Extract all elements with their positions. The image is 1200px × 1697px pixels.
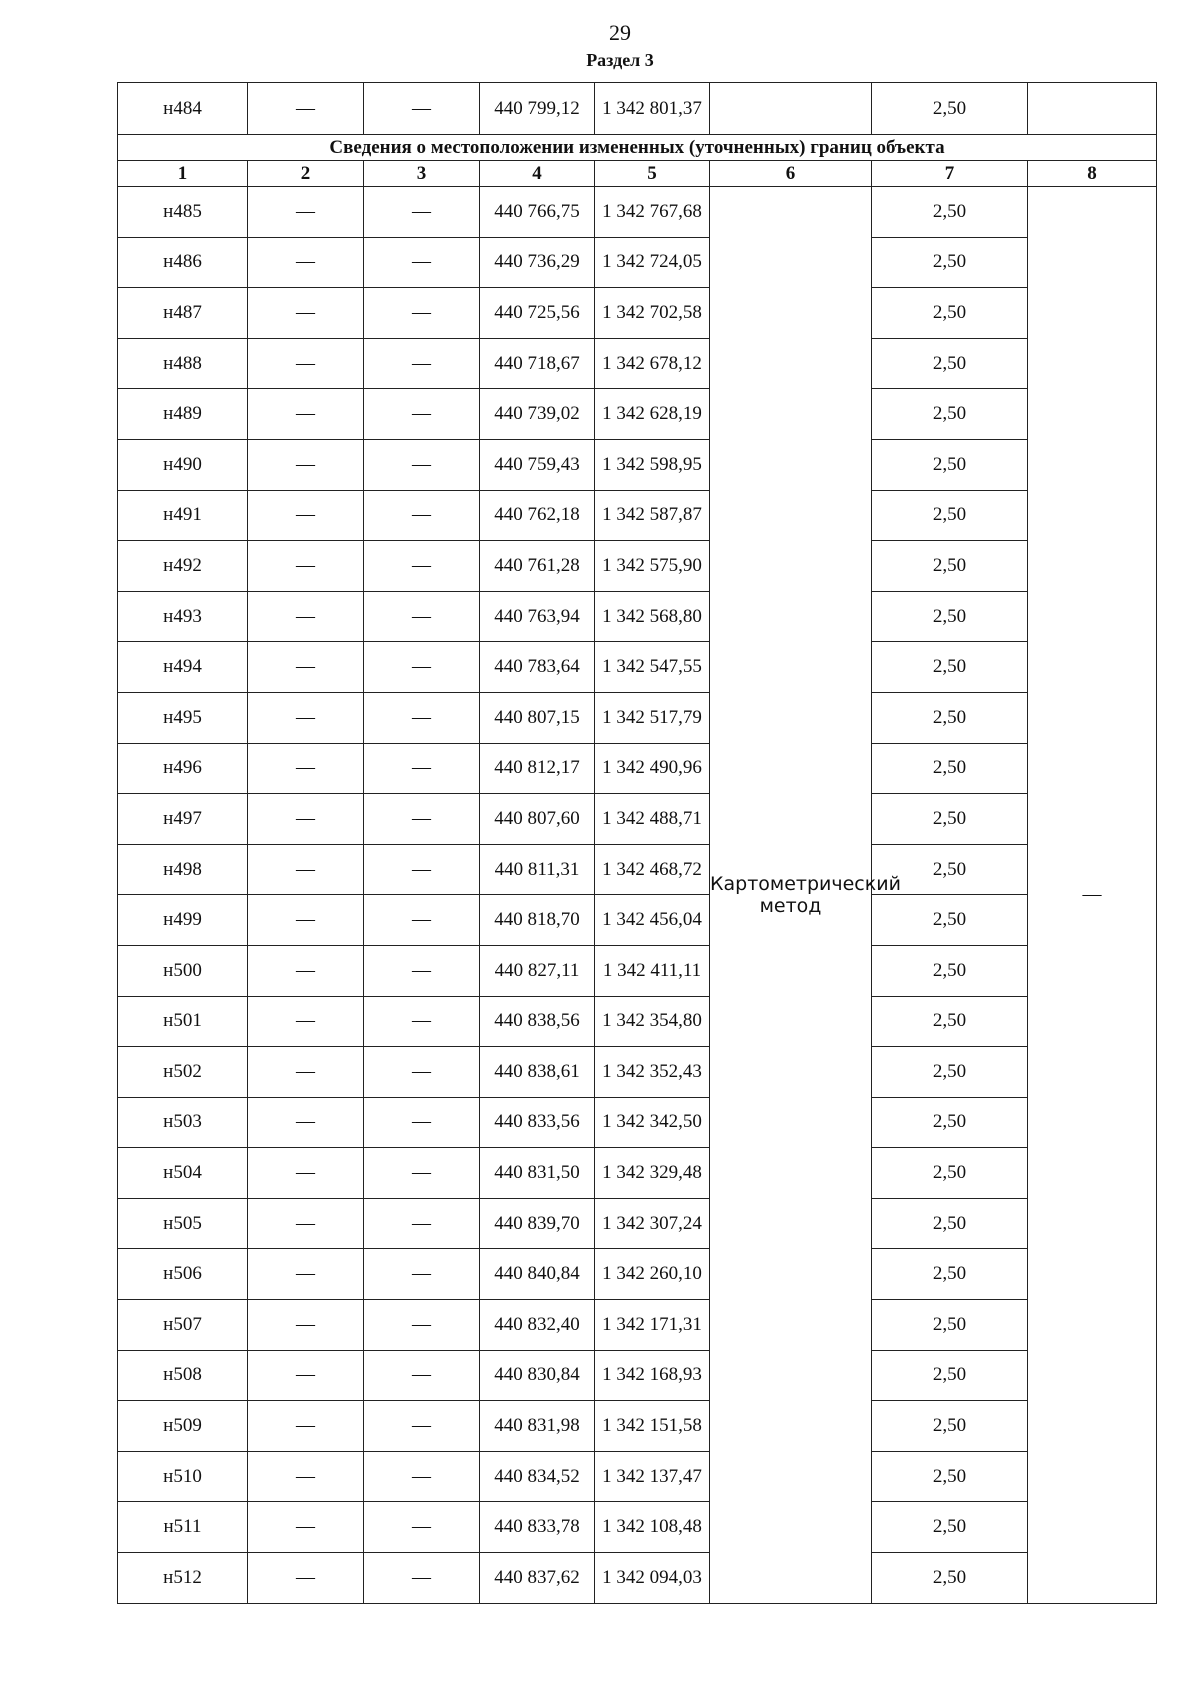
point-cell: н511: [118, 1502, 248, 1553]
col3-cell: —: [364, 794, 480, 845]
precision-cell: 2,50: [872, 1148, 1028, 1199]
column-header: 5: [595, 161, 710, 187]
col3-cell: —: [364, 1451, 480, 1502]
x-cell: 440 834,52: [480, 1451, 595, 1502]
table-row: [118, 1198, 1157, 1249]
col2-cell: —: [248, 237, 364, 288]
point-cell: н501: [118, 996, 248, 1047]
col2-cell: —: [248, 288, 364, 339]
col2-cell: —: [248, 794, 364, 845]
col2-cell: —: [248, 996, 364, 1047]
col2-cell: —: [248, 1047, 364, 1098]
y-cell: 1 342 468,72: [595, 844, 710, 895]
col3-cell: —: [364, 591, 480, 642]
table-row: [118, 237, 1157, 288]
table-row: [118, 1401, 1157, 1452]
x-cell: 440 725,56: [480, 288, 595, 339]
table-row: [118, 541, 1157, 592]
col2-cell: —: [248, 1249, 364, 1300]
table-row: [118, 1300, 1157, 1351]
col2-cell: —: [248, 1097, 364, 1148]
precision-cell: 2,50: [872, 1350, 1028, 1401]
coordinates-table: [117, 82, 1157, 1604]
table-row: [118, 743, 1157, 794]
col3-cell: —: [364, 1097, 480, 1148]
table-row: [118, 895, 1157, 946]
y-cell: 1 342 678,12: [595, 338, 710, 389]
precision-cell: 2,50: [872, 743, 1028, 794]
precision-cell: 2,50: [872, 288, 1028, 339]
x-cell: 440 761,28: [480, 541, 595, 592]
x-cell: 440 799,12: [480, 83, 595, 135]
col8-cell: —: [1028, 187, 1157, 1604]
x-cell: 440 807,60: [480, 794, 595, 845]
col2-cell: —: [248, 187, 364, 238]
point-cell: н509: [118, 1401, 248, 1452]
precision-cell: 2,50: [872, 83, 1028, 135]
col3-cell: —: [364, 237, 480, 288]
table-row-top: [118, 83, 1157, 135]
x-cell: 440 840,84: [480, 1249, 595, 1300]
point-cell: н490: [118, 439, 248, 490]
col3-cell: —: [364, 490, 480, 541]
col3-cell: —: [364, 288, 480, 339]
x-cell: 440 838,61: [480, 1047, 595, 1098]
y-cell: 1 342 094,03: [595, 1553, 710, 1604]
point-cell: н512: [118, 1553, 248, 1604]
y-cell: 1 342 329,48: [595, 1148, 710, 1199]
col3-cell: —: [364, 996, 480, 1047]
point-cell: н507: [118, 1300, 248, 1351]
column-header: 1: [118, 161, 248, 187]
section-title: Раздел 3: [586, 50, 654, 70]
col8-cell: [1028, 83, 1157, 135]
column-header: 7: [872, 161, 1028, 187]
x-cell: 440 762,18: [480, 490, 595, 541]
col3-cell: —: [364, 1148, 480, 1199]
column-header: 8: [1028, 161, 1157, 187]
y-cell: 1 342 307,24: [595, 1198, 710, 1249]
point-cell: н488: [118, 338, 248, 389]
col2-cell: —: [248, 1451, 364, 1502]
table-row: [118, 692, 1157, 743]
point-cell: н498: [118, 844, 248, 895]
col2-cell: —: [248, 1198, 364, 1249]
precision-cell: 2,50: [872, 794, 1028, 845]
table-caption-row: [118, 135, 1157, 161]
y-cell: 1 342 724,05: [595, 237, 710, 288]
column-header: 3: [364, 161, 480, 187]
precision-cell: 2,50: [872, 1047, 1028, 1098]
col2-cell: —: [248, 439, 364, 490]
col2-cell: —: [248, 945, 364, 996]
x-cell: 440 837,62: [480, 1553, 595, 1604]
x-cell: 440 832,40: [480, 1300, 595, 1351]
precision-cell: 2,50: [872, 490, 1028, 541]
y-cell: 1 342 151,58: [595, 1401, 710, 1452]
x-cell: 440 766,75: [480, 187, 595, 238]
column-header: 4: [480, 161, 595, 187]
point-cell: н500: [118, 945, 248, 996]
col3-cell: —: [364, 642, 480, 693]
x-cell: 440 818,70: [480, 895, 595, 946]
y-cell: 1 342 587,87: [595, 490, 710, 541]
y-cell: 1 342 171,31: [595, 1300, 710, 1351]
point-cell: н506: [118, 1249, 248, 1300]
method-cell: Картометрический метод: [710, 187, 872, 1604]
point-cell: н489: [118, 389, 248, 440]
point-cell: н499: [118, 895, 248, 946]
x-cell: 440 833,78: [480, 1502, 595, 1553]
x-cell: 440 831,98: [480, 1401, 595, 1452]
point-cell: н497: [118, 794, 248, 845]
col2-cell: —: [248, 844, 364, 895]
y-cell: 1 342 168,93: [595, 1350, 710, 1401]
precision-cell: 2,50: [872, 541, 1028, 592]
col3-cell: —: [364, 1198, 480, 1249]
point-cell: н495: [118, 692, 248, 743]
x-cell: 440 839,70: [480, 1198, 595, 1249]
x-cell: 440 739,02: [480, 389, 595, 440]
y-cell: 1 342 598,95: [595, 439, 710, 490]
table-row: [118, 288, 1157, 339]
col2-cell: —: [248, 490, 364, 541]
col3-cell: —: [364, 895, 480, 946]
col3-cell: —: [364, 389, 480, 440]
col2-cell: —: [248, 83, 364, 135]
col3-cell: —: [364, 1300, 480, 1351]
table-row: [118, 1097, 1157, 1148]
col2-cell: —: [248, 389, 364, 440]
col2-cell: —: [248, 895, 364, 946]
precision-cell: 2,50: [872, 1097, 1028, 1148]
y-cell: 1 342 575,90: [595, 541, 710, 592]
x-cell: 440 833,56: [480, 1097, 595, 1148]
precision-cell: 2,50: [872, 187, 1028, 238]
col3-cell: —: [364, 83, 480, 135]
table-row: [118, 844, 1157, 895]
table-row: [118, 1553, 1157, 1604]
col2-cell: —: [248, 642, 364, 693]
col2-cell: —: [248, 1553, 364, 1604]
precision-cell: 2,50: [872, 439, 1028, 490]
precision-cell: 2,50: [872, 591, 1028, 642]
x-cell: 440 812,17: [480, 743, 595, 794]
x-cell: 440 830,84: [480, 1350, 595, 1401]
point-cell: н504: [118, 1148, 248, 1199]
point-cell: н487: [118, 288, 248, 339]
point-cell: н496: [118, 743, 248, 794]
y-cell: 1 342 108,48: [595, 1502, 710, 1553]
point-cell: н485: [118, 187, 248, 238]
table-row: [118, 187, 1157, 238]
col3-cell: —: [364, 743, 480, 794]
table-row: [118, 1047, 1157, 1098]
column-header: 2: [248, 161, 364, 187]
col3-cell: —: [364, 844, 480, 895]
col2-cell: —: [248, 692, 364, 743]
y-cell: 1 342 354,80: [595, 996, 710, 1047]
point-cell: н493: [118, 591, 248, 642]
col3-cell: —: [364, 1350, 480, 1401]
point-cell: н508: [118, 1350, 248, 1401]
col2-cell: —: [248, 743, 364, 794]
precision-cell: 2,50: [872, 389, 1028, 440]
y-cell: 1 342 702,58: [595, 288, 710, 339]
precision-cell: 2,50: [872, 996, 1028, 1047]
x-cell: 440 811,31: [480, 844, 595, 895]
col6-cell: [710, 83, 872, 135]
table-row: [118, 945, 1157, 996]
col3-cell: —: [364, 1401, 480, 1452]
table-row: [118, 642, 1157, 693]
col2-cell: —: [248, 1148, 364, 1199]
col3-cell: —: [364, 439, 480, 490]
y-cell: 1 342 137,47: [595, 1451, 710, 1502]
point-cell: н484: [118, 83, 248, 135]
x-cell: 440 736,29: [480, 237, 595, 288]
x-cell: 440 827,11: [480, 945, 595, 996]
col2-cell: —: [248, 1401, 364, 1452]
table-caption: Сведения о местоположении измененных (уточненных) границ объекта: [118, 135, 1157, 161]
col2-cell: —: [248, 1502, 364, 1553]
y-cell: 1 342 456,04: [595, 895, 710, 946]
precision-cell: 2,50: [872, 844, 1028, 895]
precision-cell: 2,50: [872, 338, 1028, 389]
y-cell: 1 342 801,37: [595, 83, 710, 135]
x-cell: 440 838,56: [480, 996, 595, 1047]
point-cell: н502: [118, 1047, 248, 1098]
table-row: [118, 1249, 1157, 1300]
col2-cell: —: [248, 338, 364, 389]
col2-cell: —: [248, 1350, 364, 1401]
point-cell: н494: [118, 642, 248, 693]
page-number: 29: [609, 20, 631, 45]
col3-cell: —: [364, 945, 480, 996]
y-cell: 1 342 352,43: [595, 1047, 710, 1098]
y-cell: 1 342 342,50: [595, 1097, 710, 1148]
table-row: [118, 439, 1157, 490]
y-cell: 1 342 490,96: [595, 743, 710, 794]
x-cell: 440 759,43: [480, 439, 595, 490]
col3-cell: —: [364, 1249, 480, 1300]
precision-cell: 2,50: [872, 1401, 1028, 1452]
y-cell: 1 342 411,11: [595, 945, 710, 996]
y-cell: 1 342 767,68: [595, 187, 710, 238]
col3-cell: —: [364, 187, 480, 238]
y-cell: 1 342 260,10: [595, 1249, 710, 1300]
precision-cell: 2,50: [872, 642, 1028, 693]
y-cell: 1 342 628,19: [595, 389, 710, 440]
y-cell: 1 342 517,79: [595, 692, 710, 743]
col3-cell: —: [364, 338, 480, 389]
precision-cell: 2,50: [872, 1451, 1028, 1502]
precision-cell: 2,50: [872, 1198, 1028, 1249]
col3-cell: —: [364, 1502, 480, 1553]
x-cell: 440 763,94: [480, 591, 595, 642]
x-cell: 440 783,64: [480, 642, 595, 693]
precision-cell: 2,50: [872, 1300, 1028, 1351]
point-cell: н505: [118, 1198, 248, 1249]
table-row: [118, 996, 1157, 1047]
x-cell: 440 718,67: [480, 338, 595, 389]
table-row: [118, 591, 1157, 642]
precision-cell: 2,50: [872, 1502, 1028, 1553]
precision-cell: 2,50: [872, 692, 1028, 743]
table-row: [118, 794, 1157, 845]
table-row: [118, 1502, 1157, 1553]
col3-cell: —: [364, 692, 480, 743]
table-row: [118, 1350, 1157, 1401]
col2-cell: —: [248, 541, 364, 592]
y-cell: 1 342 488,71: [595, 794, 710, 845]
col2-cell: —: [248, 1300, 364, 1351]
precision-cell: 2,50: [872, 1249, 1028, 1300]
col3-cell: —: [364, 541, 480, 592]
precision-cell: 2,50: [872, 945, 1028, 996]
precision-cell: 2,50: [872, 237, 1028, 288]
table-row: [118, 490, 1157, 541]
col3-cell: —: [364, 1553, 480, 1604]
point-cell: н492: [118, 541, 248, 592]
point-cell: н503: [118, 1097, 248, 1148]
precision-cell: 2,50: [872, 1553, 1028, 1604]
y-cell: 1 342 568,80: [595, 591, 710, 642]
col2-cell: —: [248, 591, 364, 642]
column-header-row: [118, 161, 1157, 187]
col3-cell: —: [364, 1047, 480, 1098]
table-row: [118, 1451, 1157, 1502]
table-row: [118, 1148, 1157, 1199]
table-row: [118, 338, 1157, 389]
y-cell: 1 342 547,55: [595, 642, 710, 693]
x-cell: 440 807,15: [480, 692, 595, 743]
column-header: 6: [710, 161, 872, 187]
precision-cell: 2,50: [872, 895, 1028, 946]
point-cell: н491: [118, 490, 248, 541]
point-cell: н486: [118, 237, 248, 288]
point-cell: н510: [118, 1451, 248, 1502]
x-cell: 440 831,50: [480, 1148, 595, 1199]
table-row: [118, 389, 1157, 440]
